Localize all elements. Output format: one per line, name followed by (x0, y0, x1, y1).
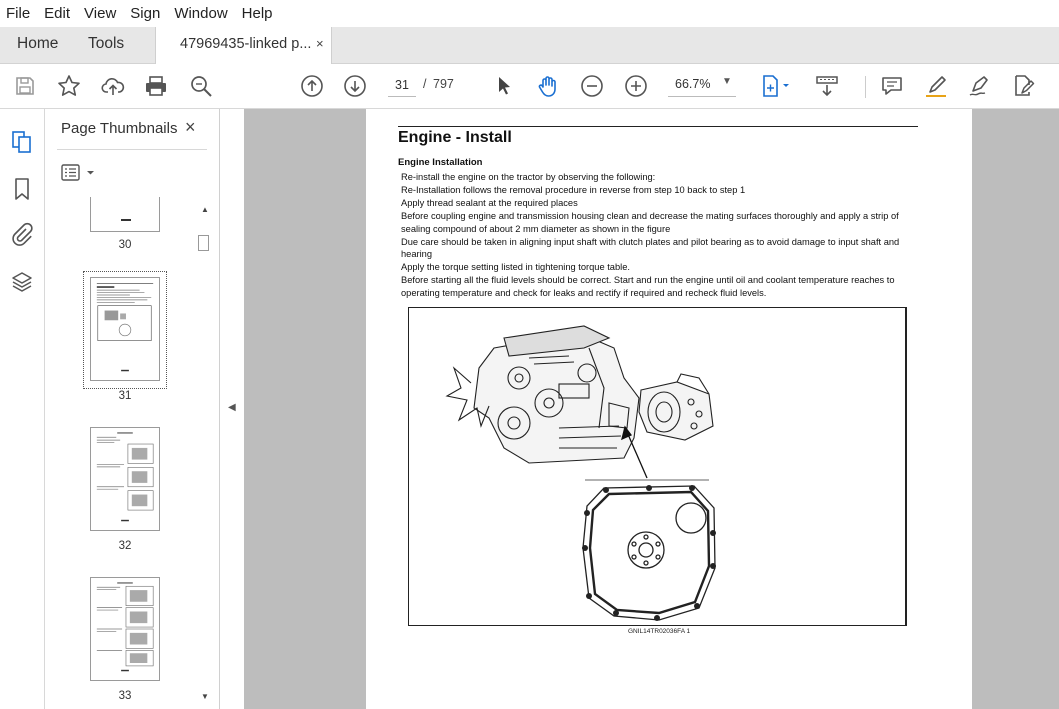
zoom-search-icon[interactable] (188, 73, 214, 99)
figure-caption: GNIL14TR02036FA 1 (628, 628, 691, 635)
document-title: Engine - Install (398, 129, 512, 146)
main-toolbar (0, 64, 1059, 109)
highlight-pen-icon[interactable] (923, 73, 949, 99)
instruction-step: Apply thread sealant at the required places (401, 198, 578, 208)
toolbar-divider (865, 76, 866, 98)
next-page-icon[interactable] (342, 73, 368, 99)
thumbnail-scrollbar[interactable] (197, 205, 211, 705)
bookmarks-icon[interactable] (9, 176, 35, 202)
thumbnail-label: 33 (118, 690, 132, 702)
tab-bar (0, 27, 1059, 64)
zoom-out-icon[interactable] (579, 73, 605, 99)
scroll-mode-icon[interactable] (814, 73, 840, 99)
thumbnail-label: 30 (118, 239, 132, 251)
tab-document[interactable] (155, 27, 332, 64)
menu-view[interactable]: View (84, 5, 117, 22)
layers-icon[interactable] (9, 269, 35, 295)
thumbnail-page-33[interactable] (90, 577, 160, 681)
hand-tool-icon[interactable] (535, 73, 561, 99)
panel-collapse-strip[interactable] (220, 109, 244, 709)
tab-document-title: 47969435-linked p... (180, 36, 312, 52)
attachment-icon[interactable] (9, 221, 35, 247)
menu-window[interactable]: Window (174, 5, 228, 22)
menu-sign[interactable]: Sign (130, 5, 161, 22)
total-pages: 797 (433, 77, 454, 91)
previous-page-icon[interactable] (299, 73, 325, 99)
sign-icon[interactable] (967, 73, 993, 99)
instruction-step: Before coupling engine and transmission housing clean and decrease the mating surfaces thoroughly and apply a strip of sealing compound of about 2 mm diameter as shown in the figure (401, 211, 899, 234)
scroll-down-icon[interactable]: ▼ (201, 692, 209, 701)
save-icon[interactable] (12, 73, 38, 99)
document-page (366, 109, 972, 709)
thumbnail-page-32[interactable] (90, 427, 160, 531)
engine-install-figure (408, 307, 907, 626)
menu-edit[interactable]: Edit (44, 5, 71, 22)
header-rule (398, 126, 918, 127)
zoom-level-value: 66.7% (675, 77, 711, 91)
scrollbar-thumb[interactable] (198, 235, 209, 251)
thumbnail-label: 32 (118, 540, 132, 552)
instruction-step: Re-Installation follows the removal procedure in reverse from step 10 back to step 1 (401, 185, 746, 195)
zoom-level-dropdown[interactable] (668, 74, 736, 97)
fit-page-icon[interactable] (758, 73, 794, 99)
instruction-step: Due care should be taken in aligning input shaft with clutch plates and pilot bearing as to avoid damage to input shaft and hearing (401, 236, 900, 259)
page-thumbnails-panel (45, 109, 220, 709)
close-panel-icon[interactable]: × (185, 117, 196, 137)
thumbnail-page-30[interactable] (90, 197, 160, 232)
select-cursor-icon[interactable] (491, 73, 517, 99)
navigation-rail (0, 109, 45, 709)
collapse-left-icon[interactable]: ◀ (228, 402, 236, 413)
print-icon[interactable] (143, 73, 169, 99)
page-separator: / (423, 77, 427, 91)
edit-document-icon[interactable] (1010, 73, 1036, 99)
instruction-list (401, 171, 916, 300)
instruction-step: Re-install the engine on the tractor by observing the following: (401, 172, 656, 182)
menu-help[interactable]: Help (241, 5, 273, 22)
page-number-input[interactable] (388, 74, 416, 97)
menu-bar (0, 0, 1059, 27)
document-canvas (244, 109, 1059, 709)
chevron-down-icon: ▼ (722, 76, 732, 87)
close-tab-icon[interactable]: × (316, 36, 324, 51)
zoom-in-icon[interactable] (623, 73, 649, 99)
tab-tools[interactable]: Tools (88, 35, 125, 52)
panel-title: Page Thumbnails (61, 120, 178, 137)
scroll-up-icon[interactable]: ▲ (201, 205, 209, 214)
instruction-step: Before starting all the fluid levels should be correct. Start and run the engine until oil and coolant temperature reaches to operating temperature and check for leaks and rectify if required and recheck fluid levels. (401, 275, 895, 298)
thumbnail-list (45, 197, 205, 709)
thumbnail-label: 31 (118, 390, 132, 402)
thumbnail-page-31[interactable] (90, 277, 160, 381)
document-subtitle: Engine Installation (398, 157, 483, 168)
page-thumbnails-icon[interactable] (9, 129, 35, 155)
comment-icon[interactable] (879, 73, 905, 99)
menu-file[interactable]: File (6, 5, 31, 22)
engine-transmission-drawing (409, 308, 906, 625)
cloud-upload-icon[interactable] (100, 73, 126, 99)
instruction-step: Apply the torque setting listed in tightening torque table. (401, 262, 630, 272)
thumbnail-options-icon[interactable] (61, 163, 101, 183)
panel-divider (57, 149, 207, 150)
tab-home[interactable]: Home (17, 35, 59, 52)
bookmark-star-icon[interactable] (56, 73, 82, 99)
